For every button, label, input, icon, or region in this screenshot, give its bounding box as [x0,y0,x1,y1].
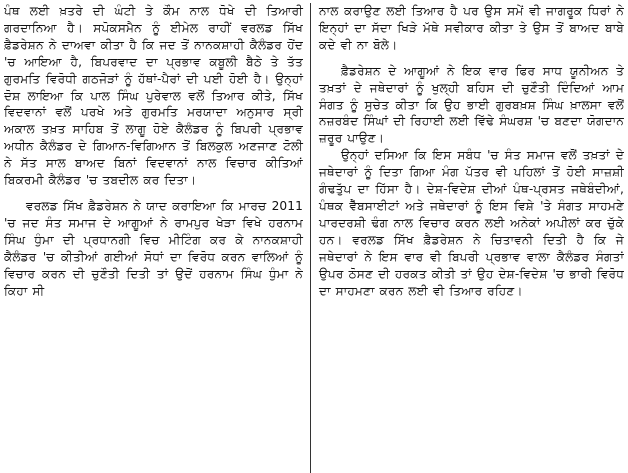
left-column [4,3,310,473]
article-paragraph: ਨਾਲ ਕਰਾਉਣ ਲਈ ਤਿਆਰ ਹੈ ਪਰ ਉਸ ਸਮੇਂ ਵੀ ਜਾਗਰੂਕ ਧਿਰਾਂ ਨੇ ਇਨ੍ਹਾਂ ਦਾ ਸੱਦਾ ਖਿੜੇ ਮੱਥੇ ਸਵੀਕਾਰ ਕੀਤਾ ਤੇ ਉਸ ਤੋਂ ਬਾਅਦ ਬਾਬੇ ਕਦੇ ਵੀ ਨਾ ਬੋਲੇ। [319,4,624,52]
paragraph-gap [4,189,303,198]
article-paragraph: ਉਨ੍ਹਾਂ ਦਸਿਆ ਕਿ ਇਸ ਸਬੰਧ 'ਚ ਸੰਤ ਸਮਾਜ ਵਲੋਂ ਤਖ਼ਤਾਂ ਦੇ ਜਥੇਦਾਰਾਂ ਨੂੰ ਦਿਤਾ ਗਿਆ ਮੰਗ ਪੱਤਰ ਵੀ ਪਹਿਲਾਂ ਤੋਂ ਹੋਈ ਸਾਜ਼ਸ਼ੀ ਗੰਢਤੁੱਪ ਦਾ ਹਿੱਸਾ ਹੈ। ਦੇਸ਼-ਵਿਦੇਸ਼ ਦੀਆਂ ਪੰਥ-ਪ੍ਰਸਤ ਜਥੇਬੰਦੀਆਂ, ਪੰਥਕ ਵੈੱਬਸਾਈਟਾਂ ਅਤੇ ਜਥੇਦਾਰਾਂ ਨੂੰ ਇਸ ਵਿਸ਼ੇ 'ਤੇ ਸੰਗਤ ਸਾਹਮਣੇ ਪਾਰਦਰਸ਼ੀ ਢੰਗ ਨਾਲ ਵਿਚਾਰ ਕਰਨ ਲਈ ਅਨੇਕਾਂ ਅਪੀਲਾਂ ਕਰ ਚੁੱਕੇ ਹਨ। ਵਰਲਡ ਸਿੱਖ ਫ਼ੈਡਰੇਸ਼ਨ ਨੇ ਚਿਤਾਵਨੀ ਦਿਤੀ ਹੈ ਕਿ ਜੇ ਜਥੇਦਾਰਾਂ ਨੇ ਇਸ ਵਾਰ ਵੀ ਬਿਪਰੀ ਪ੍ਰਭਾਵ ਵਾਲਾ ਕੈਲੰਡਰ ਸੰਗਤਾਂ ਉਪਰ ਠੋਸਣ ਦੀ ਹਰਕਤ ਕੀਤੀ ਤਾਂ ਉਹ ਦੇਸ਼-ਵਿਦੇਸ਼ 'ਚ ਭਾਰੀ ਵਿਰੋਧ ਦਾ ਸਾਹਮਣਾ ਕਰਨ ਲਈ ਵੀ ਤਿਆਰ ਰਹਿਣ। [319,148,624,298]
right-column [310,3,624,473]
article-paragraph: ਫ਼ੈਡਰੇਸ਼ਨ ਦੇ ਆਗੂਆਂ ਨੇ ਇਕ ਵਾਰ ਫਿਰ ਸਾਧ ਯੂਨੀਅਨ ਤੇ ਤਖ਼ਤਾਂ ਦੇ ਜਥੇਦਾਰਾਂ ਨੂੰ ਖੁਲ੍ਹੀ ਬਹਿਸ ਦੀ ਚੁਣੌਤੀ ਦਿੰਦਿਆਂ ਆਮ ਸੰਗਤ ਨੂੰ ਸੁਚੇਤ ਕੀਤਾ ਕਿ ਉਹ ਭਾਈ ਗੁਰਬਖ਼ਸ਼ ਸਿੰਘ ਖ਼ਾਲਸਾ ਵਲੋਂ ਨਜ਼ਰਬੰਦ ਸਿੰਘਾਂ ਦੀ ਰਿਹਾਈ ਲਈ ਵਿੱਢੇ ਸੰਘਰਸ਼ 'ਚ ਬਣਦਾ ਯੋਗਦਾਨ ਜ਼ਰੂਰ ਪਾਉਣ। [319,63,624,146]
paragraph-gap [319,54,624,63]
article-paragraph: ਵਰਲਡ ਸਿੱਖ ਫ਼ੈਡਰੇਸ਼ਨ ਨੇ ਯਾਦ ਕਰਾਇਆ ਕਿ ਮਾਰਚ 2011 'ਚ ਜਦ ਸੰਤ ਸਮਾਜ ਦੇ ਆਗੂਆਂ ਨੇ ਰਾਮਪੁਰ ਖੇੜਾ ਵਿਖੇ ਹਰਨਾਮ ਸਿੰਘ ਧੁੰਮਾ ਦੀ ਪ੍ਰਧਾਨਗੀ ਵਿਚ ਮੀਟਿੰਗ ਕਰ ਕੇ ਨਾਨਕਸ਼ਾਹੀ ਕੈਲੰਡਰ 'ਚ ਕੀਤੀਆਂ ਗਈਆਂ ਸੋਧਾਂ ਦਾ ਵਿਰੋਧ ਕਰਨ ਵਾਲਿਆਂ ਨੂੰ ਵਿਚਾਰ ਕਰਨ ਦੀ ਚੁਣੌਤੀ ਦਿਤੀ ਤਾਂ ਉਦੋਂ ਹਰਨਾਮ ਸਿੰਘ ਧੁੰਮਾ ਨੇ ਕਿਹਾ ਸੀ [4,198,303,298]
article-paragraph: ਪੰਥ ਲਈ ਖ਼ਤਰੇ ਦੀ ਘੰਟੀ ਤੇ ਕੌਮ ਨਾਲ ਧੋਖੇ ਦੀ ਤਿਆਰੀ ਗਰਦਾਨਿਆ ਹੈ। ਸਪੋਕਸਮੈਨ ਨੂੰ ਈਮੇਲ ਰਾਹੀਂ ਵਰਲਡ ਸਿੱਖ ਫ਼ੈਡਰੇਸ਼ਨ ਨੇ ਦਾਅਵਾ ਕੀਤਾ ਹੈ ਕਿ ਜਦ ਤੋਂ ਨਾਨਕਸ਼ਾਹੀ ਕੈਲੰਡਰ ਹੋਂਦ 'ਚ ਆਇਆ ਹੈ, ਬਿਪਰਵਾਦ ਦਾ ਪ੍ਰਭਾਵ ਕਬੂਲੀ ਬੈਠੇ ਤੇ ਤੱਤ ਗੁਰਮਤਿ ਵਿਰੋਧੀ ਗਠਜੋੜਾਂ ਨੂੰ ਹੱਥਾਂ-ਪੈਰਾਂ ਦੀ ਪਈ ਹੋਈ ਹੈ। ਉਨ੍ਹਾਂ ਦੋਸ਼ ਲਾਇਆ ਕਿ ਪਾਲ ਸਿੰਘ ਪੁਰੇਵਾਲ ਵਲੋਂ ਤਿਆਰ ਕੀਤੇ, ਸਿੱਖ ਵਿਦਵਾਨਾਂ ਵਲੋਂ ਪਰਖੇ ਅਤੇ ਗੁਰਮਤਿ ਮਰਯਾਦਾ ਅਨੁਸਾਰ ਸ੍ਰੀ ਅਕਾਲ ਤਖ਼ਤ ਸਾਹਿਬ ਤੋਂ ਲਾਗੂ ਹੋਏ ਕੈਲੰਡਰ ਨੂੰ ਬਿਪਰੀ ਪ੍ਰਭਾਵ ਅਧੀਨ ਕੈਲੰਡਰ ਦੇ ਗਿਆਨ-ਵਿਗਿਆਨ ਤੋਂ ਬਿਲਕੁਲ ਅਣਜਾਣ ਟੋਲੀ ਨੇ ਸੱਤ ਸਾਲ ਬਾਅਦ ਬਿਨਾਂ ਵਿਦਵਾਨਾਂ ਨਾਲ ਵਿਚਾਰ ਕੀਤਿਆਂ ਬਿਕਰਮੀ ਕੈਲੰਡਰ 'ਚ ਤਬਦੀਲ ਕਰ ਦਿਤਾ। [4,4,303,188]
